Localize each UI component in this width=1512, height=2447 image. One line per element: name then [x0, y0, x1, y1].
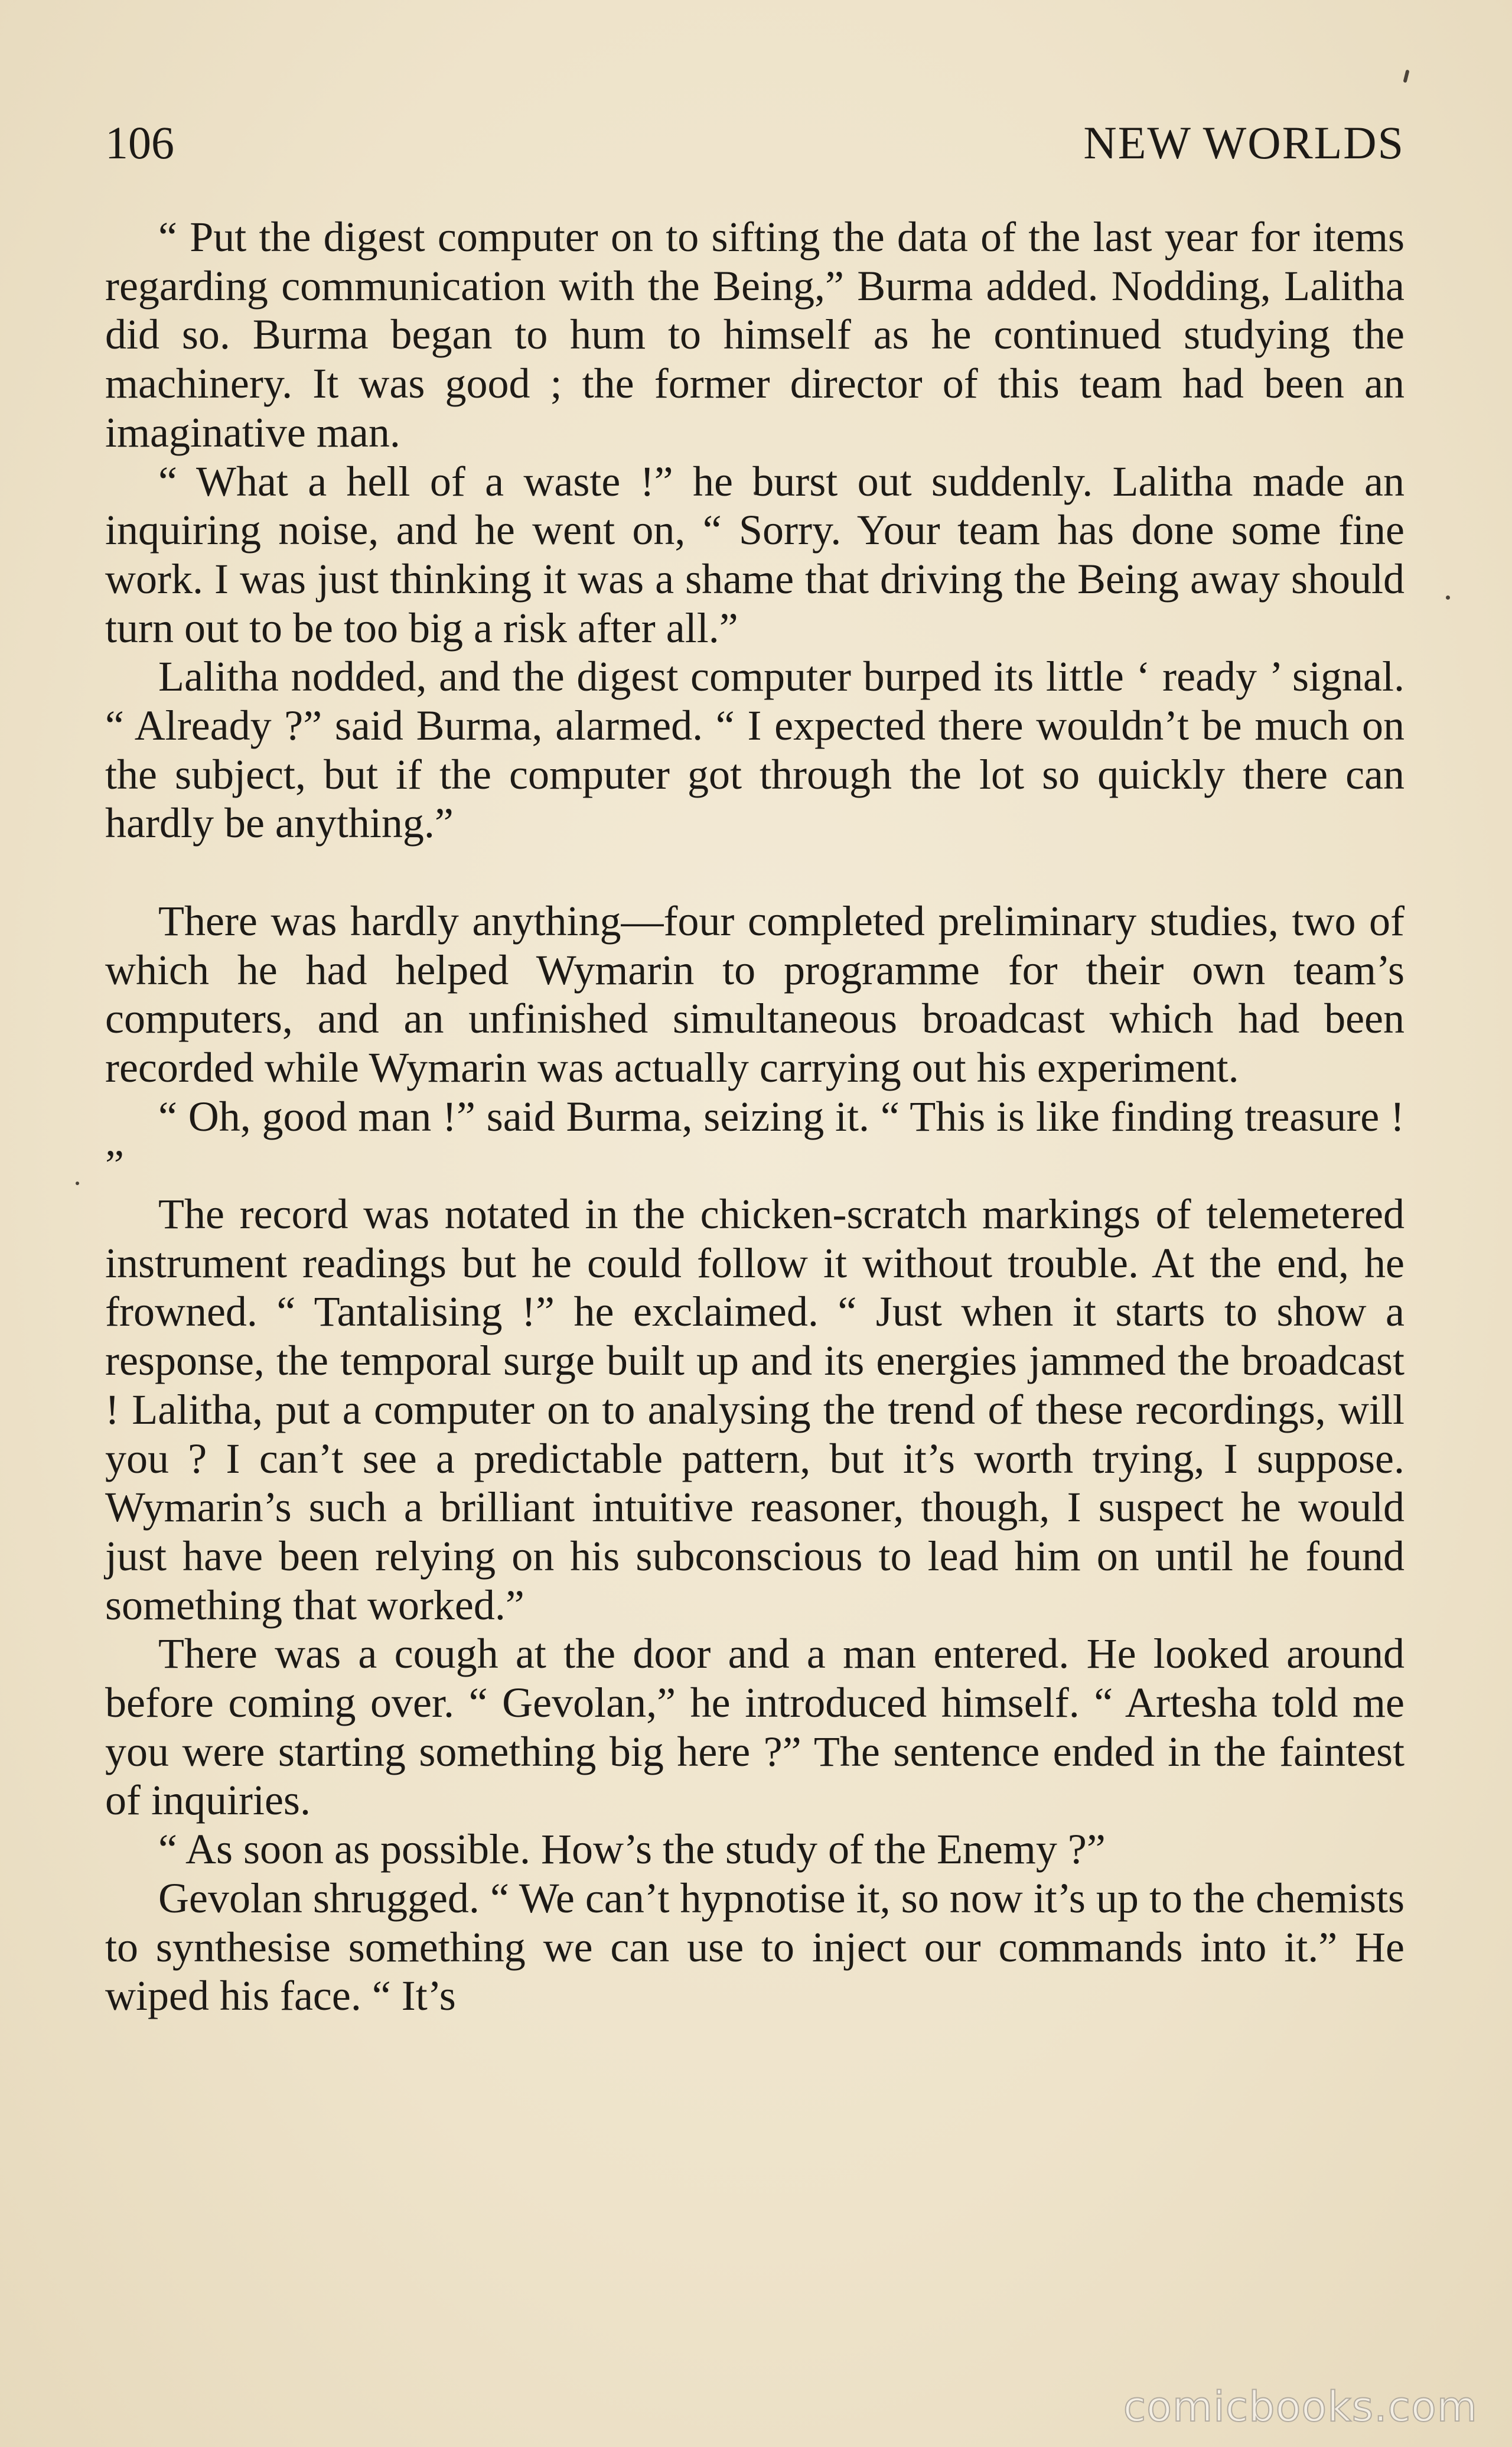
running-head: [105, 113, 1405, 173]
body-text: [105, 213, 1405, 2020]
paragraph: There was a cough at the door and a man entered. He looked around before coming over. “ Gevolan,” he introduced himself. “ Artesha told me you were starting something big here ?” The sentence ended in the faintest of inquiries.: [105, 1630, 1405, 1824]
paragraph: Lalitha nodded, and the digest computer burped its little ‘ ready ’ signal. “ Already ?” said Burma, alarmed. “ I expected there wouldn’t be much on the subject, but if the computer got through the lot so quickly there can hardly be anything.”: [105, 653, 1405, 847]
watermark: comicbooks.com: [1123, 2383, 1478, 2431]
paragraph: “ What a hell of a waste !” he burst out suddenly. Lalitha made an inquiring noise, and he went on, “ Sorry. Your team has done some fine work. I was just thinking it was a shame that driving the Being away should turn out to be too big a risk after all.”: [105, 457, 1405, 652]
ink-fleck: [1403, 70, 1409, 83]
ink-fleck: [76, 1182, 79, 1185]
paragraph: “ Put the digest computer on to sifting the data of the last year for items regarding communication with the Being,” Burma added. Nodding, Lalitha did so. Burma began to hum to himself as he continued studying the machinery. It was good ; the former director of this team had been an imaginative man.: [105, 213, 1405, 456]
paragraph: There was hardly anything—four completed preliminary studies, two of which he had helped Wymarin to programme for their own team’s computers, and an unfinished simultaneous broadcast which had been recorded while Wymarin was actually carrying out his experiment.: [105, 897, 1405, 1091]
paragraph: The record was notated in the chicken-scratch markings of telemetered instrument readings but he could follow it without trouble. At the end, he frowned. “ Tantalising !” he exclaimed. “ Just when it starts to show a response, the temporal surge built up and its energies jammed the broadcast ! Lalitha, put a computer on to analysing the trend of these recordings, will you ? I can’t see a predictable pattern, but it’s worth trying, I suppose. Wymarin’s such a brilliant intuitive reasoner, though, I suspect he would just have been relying on his subconscious to lead him on until he found something that worked.”: [105, 1190, 1405, 1629]
page-number: 106: [105, 117, 174, 168]
ink-fleck: [1446, 596, 1450, 600]
paragraph: Gevolan shrugged. “ We can’t hypnotise it, so now it’s up to the chemists to synthesise something we can use to inject our commands into it.” He wiped his face. “ It’s: [105, 1874, 1405, 2020]
journal-title: NEW WORLDS: [1083, 117, 1405, 168]
paragraph: “ Oh, good man !” said Burma, seizing it. “ This is like finding treasure ! ”: [105, 1092, 1405, 1189]
paragraph: “ As soon as possible. How’s the study of the Enemy ?”: [158, 1826, 1106, 1873]
